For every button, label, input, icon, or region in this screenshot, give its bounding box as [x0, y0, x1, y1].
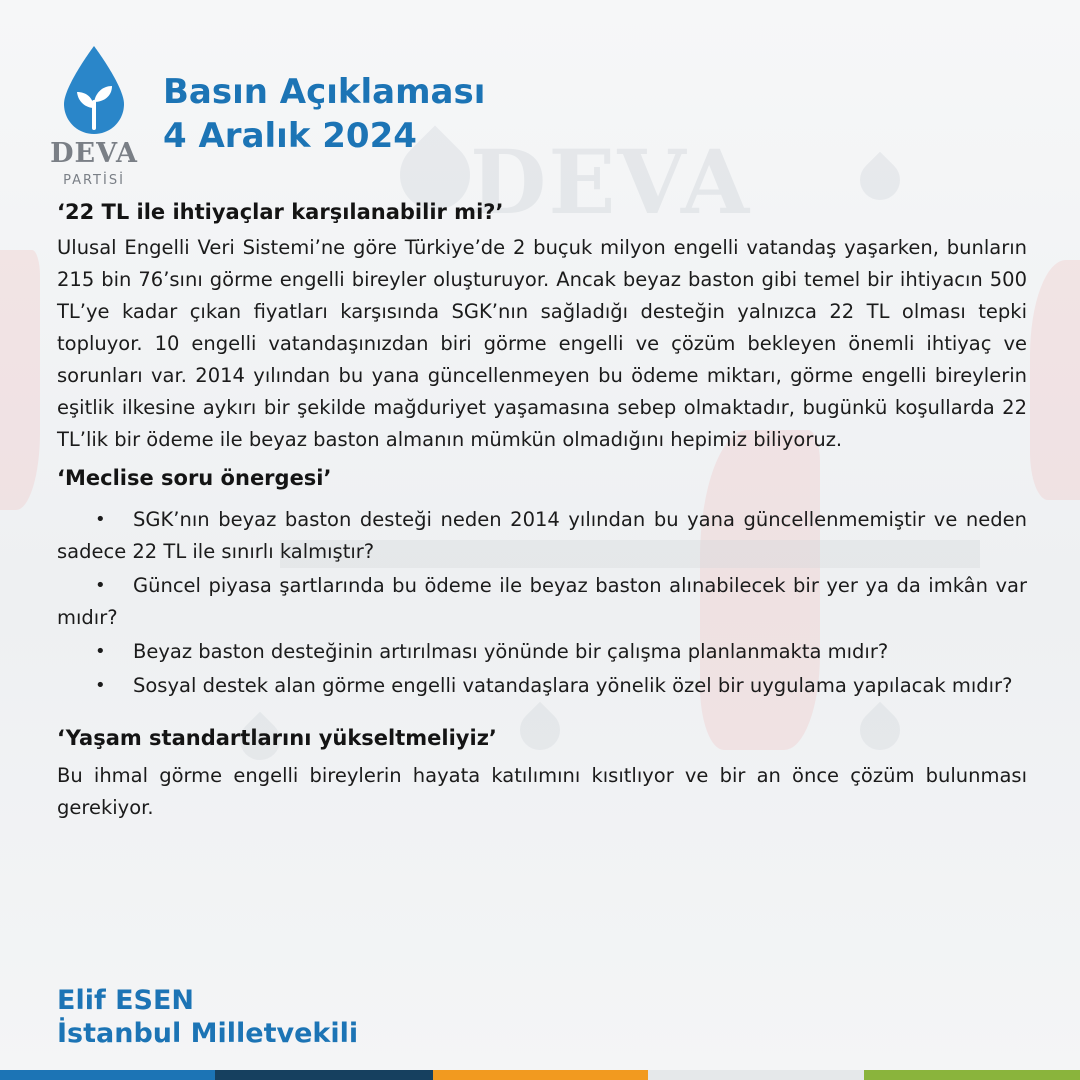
color-bar-segment: [433, 1070, 648, 1080]
press-release-body: [57, 196, 1027, 824]
question-list: [57, 504, 1027, 702]
list-item: [57, 504, 1027, 568]
list-item-text: Güncel piyasa şartlarında bu ödeme ile beyaz baston alınabilecek bir yer ya da imkân var mıdır?: [57, 574, 1027, 629]
logo-wordmark: DEVA: [50, 138, 138, 169]
signatory-role: İstanbul Milletvekili: [57, 1018, 359, 1049]
bullet-dot-icon: •: [95, 641, 106, 662]
background-flag-shape: [0, 250, 40, 510]
party-logo: [46, 42, 142, 192]
list-item-text: SGK’nın beyaz baston desteği neden 2014 yılından bu yana güncellenmemiştir ve neden sadece 22 TL ile sınırlı kalmıştır?: [57, 508, 1027, 563]
bullet-dot-icon: •: [95, 509, 106, 530]
logo-subtitle: PARTİSİ: [63, 173, 125, 188]
list-item-text: Beyaz baston desteğinin artırılması yönünde bir çalışma planlanmakta mıdır?: [133, 640, 889, 663]
color-bar-segment: [215, 1070, 433, 1080]
page-title: Basın Açıklaması: [163, 72, 486, 112]
header: [163, 70, 485, 158]
section-heading-3: ‘Yaşam standartlarını yükseltmeliyiz’: [57, 726, 497, 750]
section-paragraph-1: Ulusal Engelli Veri Sistemi’ne göre Türkiye’de 2 buçuk milyon engelli vatandaş yaşarken, bunların 215 bin 76’sını görme engelli bireyler oluşturuyor. Ancak beyaz baston gibi temel bir ihtiyacın 500 TL’ye kadar çıkan fiyatları karşısında SGK’nın sağladığı desteğin yalnızca 22 TL olması tepki topluyor. 10 engelli vatandaşınızdan biri görme engelli ve çözüm bekleyen önemli ihtiyaç ve sorunları var. 2014 yılından bu yana güncellenmeyen bu ödeme miktarı, görme engelli bireylerin eşitlik ilkesine aykırı bir şekilde mağduriyet yaşamasına sebep olmaktadır, bugünkü koşullarda 22 TL’lik bir ödeme ile beyaz baston almanın mümkün olmadığını hepimiz biliyoruz.: [57, 236, 1027, 451]
color-bar-segment: [648, 1070, 864, 1080]
color-bar-segment: [864, 1070, 1080, 1080]
list-item: [57, 636, 1027, 668]
list-item: [57, 570, 1027, 634]
signature-block: [57, 984, 358, 1050]
signatory-name: Elif ESEN: [57, 985, 195, 1016]
section-paragraph-3: Bu ihmal görme engelli bireylerin hayata katılımını kısıtlıyor ve bir an önce çözüm bulunması gerekiyor.: [57, 764, 1027, 819]
water-drop-leaf-icon: [46, 42, 142, 138]
bullet-dot-icon: •: [95, 575, 106, 596]
list-item-text: Sosyal destek alan görme engelli vatandaşlara yönelik özel bir uygulama yapılacak mıdır?: [133, 674, 1013, 697]
section-heading-1: ‘22 TL ile ihtiyaçlar karşılanabilir mi?’: [57, 200, 504, 224]
color-bar-segment: [0, 1070, 215, 1080]
list-item: [57, 670, 1027, 702]
background-flag-shape: [1030, 260, 1080, 500]
background-wordmark: DEVA: [470, 130, 752, 234]
bottom-color-bar: [0, 1070, 1080, 1080]
bullet-dot-icon: •: [95, 675, 106, 696]
page-date: 4 Aralık 2024: [163, 116, 417, 156]
section-heading-2: ‘Meclise soru önergesi’: [57, 466, 332, 490]
